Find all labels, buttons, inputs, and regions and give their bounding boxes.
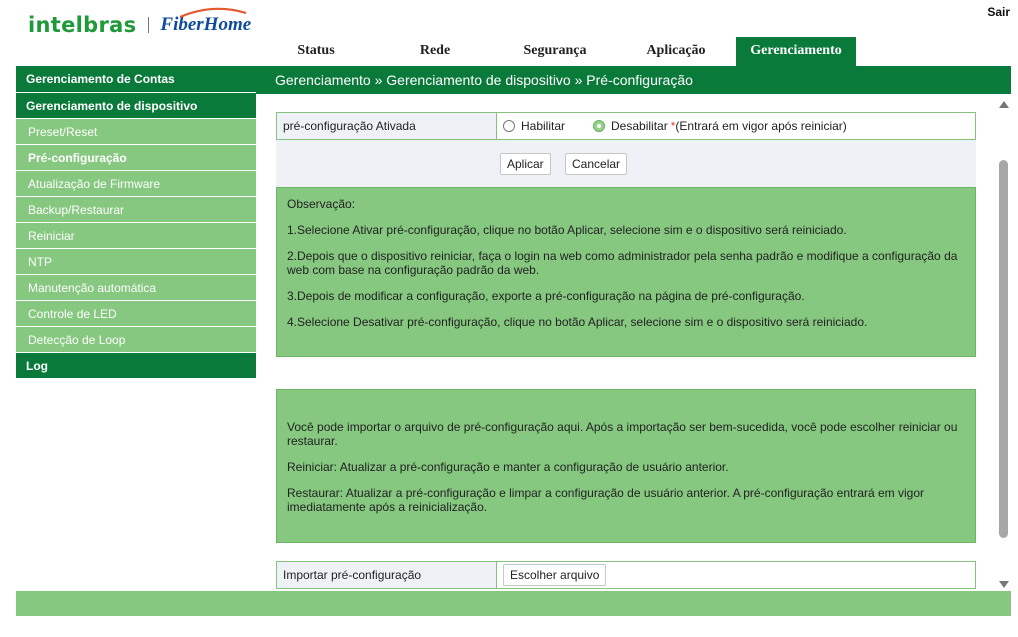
main-content <box>276 94 976 590</box>
main-nav-tabs <box>256 37 856 66</box>
sidebar <box>16 72 256 378</box>
note-line: 2.Depois que o dispositivo reiniciar, faça o login na web como administrador pela senha padrão e modifique a configuração da web com base na configuração padrão da web. <box>287 249 958 277</box>
desabilitar-label[interactable]: Desabilitar <box>611 119 668 133</box>
intelbras-logo: intelbras <box>28 13 137 37</box>
sidebar-item-preset-reset[interactable]: Preset/Reset <box>16 118 256 144</box>
tab-gerenciamento[interactable]: Gerenciamento <box>736 37 856 66</box>
sidebar-item-backup-restaurar[interactable]: Backup/Restaurar <box>16 196 256 222</box>
note-line: Você pode importar o arquivo de pré-configuração aqui. Após a importação ser bem-sucedida, você pode escolher reiniciar ou restaurar. <box>287 420 958 448</box>
content-scrollbar[interactable] <box>997 96 1011 590</box>
import-control <box>497 562 606 588</box>
habilitar-label[interactable]: Habilitar <box>521 119 566 133</box>
logo-divider <box>148 17 149 33</box>
sidebar-group-log[interactable]: Log <box>16 352 256 378</box>
enable-row <box>276 112 976 140</box>
tab-rede[interactable]: Rede <box>419 43 451 58</box>
cancel-button[interactable]: Cancelar <box>565 153 627 175</box>
sidebar-item-deteccao-loop[interactable]: Detecção de Loop <box>16 326 256 352</box>
enable-options <box>497 113 847 139</box>
tab-status[interactable]: Status <box>297 43 335 58</box>
apply-button[interactable]: Aplicar <box>500 153 551 175</box>
sidebar-group-contas[interactable]: Gerenciamento de Contas <box>26 72 175 86</box>
import-row <box>276 561 976 589</box>
note-line: 1.Selecione Ativar pré-configuração, clique no botão Aplicar, selecione sim e o dispositivo será reiniciado. <box>287 223 847 237</box>
import-note <box>276 389 976 543</box>
brand-logo <box>28 10 251 40</box>
action-bar <box>276 140 976 187</box>
note-line: 4.Selecione Desativar pré-configuração, clique no botão Aplicar, selecione sim e o dispositivo será reiniciado. <box>287 315 868 329</box>
scroll-thumb[interactable] <box>999 160 1008 538</box>
tab-aplicacao[interactable]: Aplicação <box>646 43 706 58</box>
note-line: 3.Depois de modificar a configuração, exporte a pré-configuração na página de pré-configuração. <box>287 289 805 303</box>
habilitar-radio[interactable] <box>503 120 515 132</box>
sidebar-item-manutencao-automatica[interactable]: Manutenção automática <box>16 274 256 300</box>
sidebar-item-atualizacao-firmware[interactable]: Atualização de Firmware <box>16 170 256 196</box>
disable-note: (Entrará em vigor após reiniciar) <box>675 119 847 133</box>
logout-link[interactable]: Sair <box>987 5 1010 19</box>
note-title: Observação: <box>287 197 356 211</box>
sidebar-group-dispositivo[interactable]: Gerenciamento de dispositivo <box>16 92 256 118</box>
footer-bar <box>16 591 1011 616</box>
fiberhome-logo: FiberHome <box>160 14 251 36</box>
import-label: Importar pré-configuração <box>277 562 497 588</box>
breadcrumb: Gerenciamento » Gerenciamento de dispositivo » Pré-configuração <box>275 72 693 88</box>
enable-label: pré-configuração Ativada <box>277 113 497 139</box>
scroll-up-icon[interactable] <box>999 101 1009 108</box>
desabilitar-radio[interactable] <box>593 120 605 132</box>
sidebar-item-reiniciar[interactable]: Reiniciar <box>16 222 256 248</box>
tab-seguranca[interactable]: Segurança <box>523 43 587 58</box>
choose-file-button[interactable]: Escolher arquivo <box>503 564 606 586</box>
note-line: Restaurar: Atualizar a pré-configuração e limpar a configuração de usuário anterior. A pré-configuração entrará em vigor imediatamente após a reinicialização. <box>287 486 925 514</box>
observation-note <box>276 187 976 357</box>
sidebar-item-pre-configuracao[interactable]: Pré-configuração <box>16 144 256 170</box>
required-mark: * <box>670 119 676 133</box>
note-line: Reiniciar: Atualizar a pré-configuração e manter a configuração de usuário anterior. <box>287 460 729 474</box>
sidebar-item-ntp[interactable]: NTP <box>16 248 256 274</box>
scroll-down-icon[interactable] <box>999 581 1009 588</box>
fiberhome-swoosh-icon <box>178 7 248 19</box>
sidebar-item-controle-led[interactable]: Controle de LED <box>16 300 256 326</box>
